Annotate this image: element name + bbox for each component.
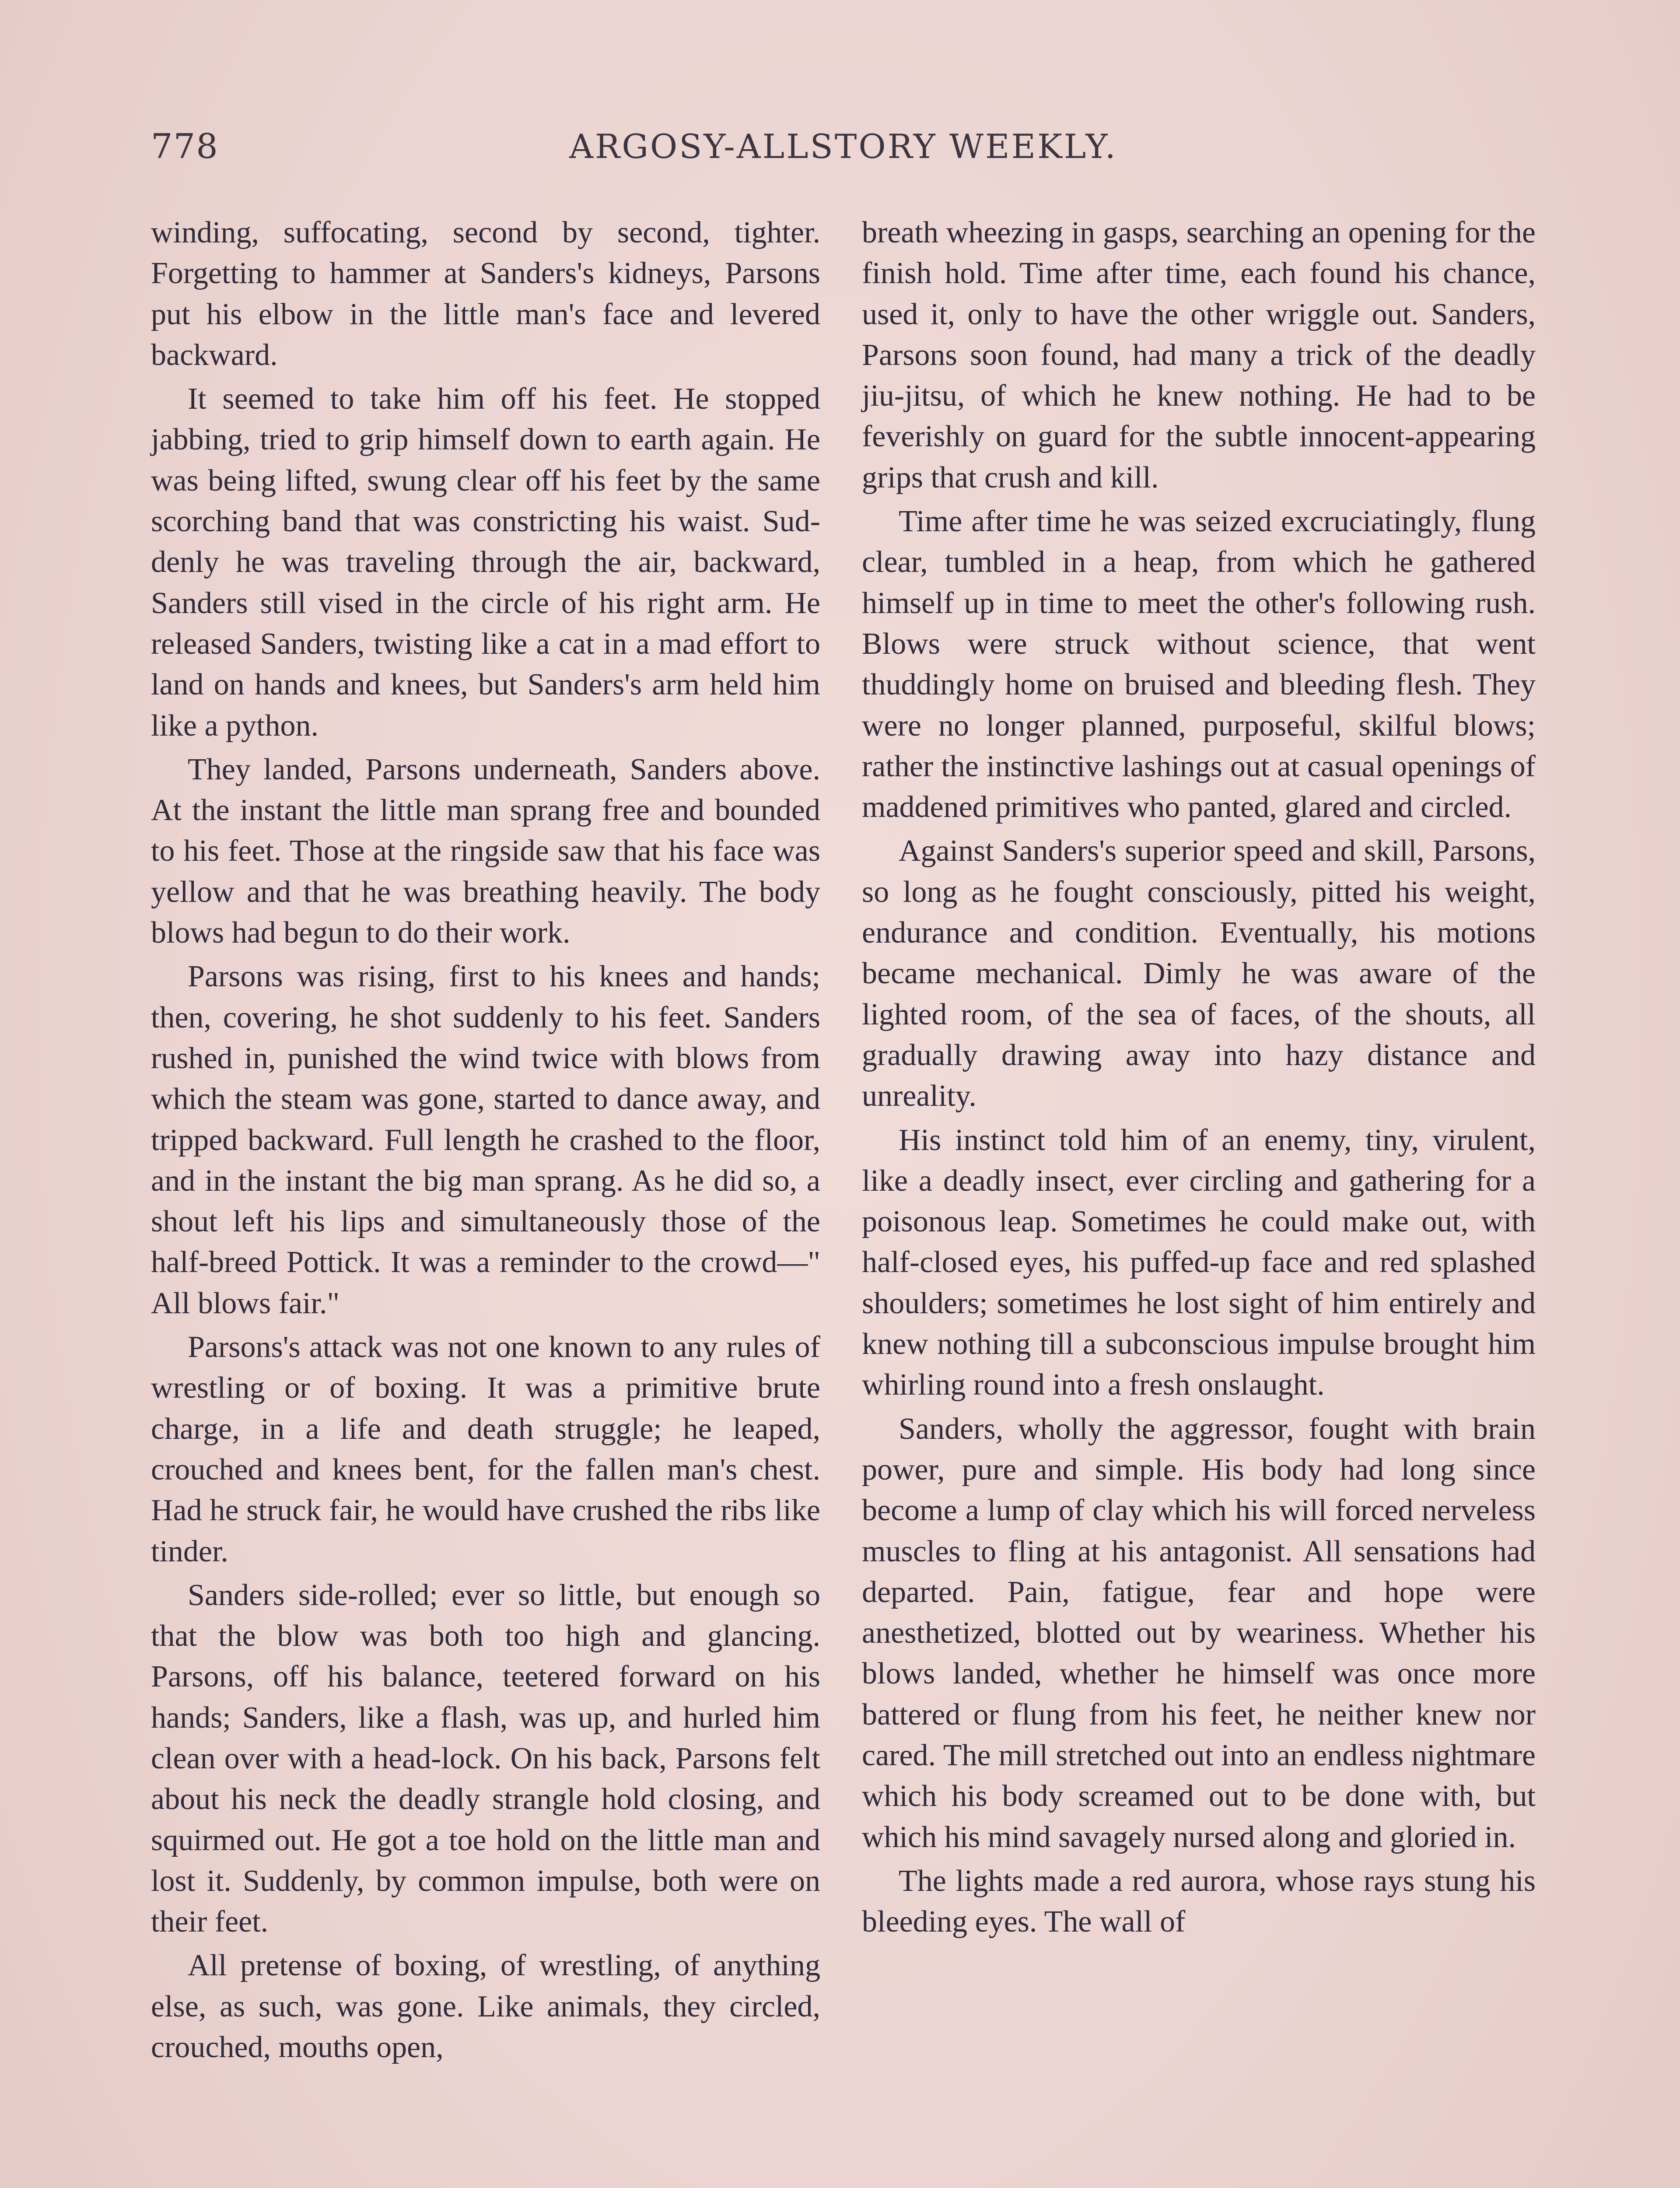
running-head — [151, 127, 1536, 175]
page-number: 778 — [151, 127, 219, 166]
paragraph: breath wheezing in gasps, searching an opening for the finish hold. Time after time, each found his chance, used it, only to have the other wriggle out. Sanders, Parsons soon found, had many a trick of the deadly jiu-jitsu, of which he knew nothing. He had to be feverishly on guard for the subtle innocent-appearing grips that crush and kill. — [862, 216, 1536, 494]
paragraph: Sanders side-rolled; ever so little, but enough so that the blow was both too high and glancing. Parsons, off his balance, teetered forward on his hands; Sanders, like a flash, was up, and hurled him clean over with a head-lock. On his back, Parsons felt about his neck the deadly strangle hold closing, and squirmed out. He got a toe hold on the little man and lost it. Suddenly, by common impulse, both were on their feet. — [151, 1578, 820, 1939]
paragraph: Sanders, wholly the aggressor, fought with brain power, pure and simple. His body had long since become a lump of clay which his will forced nerveless muscles to fling at his antagonist. All sensations had departed. Pain, fatigue, fear and hope were anesthetized, blotted out by weariness. Whether his blows landed, whether he himself was once more battered or flung from his feet, he neither knew nor cared. The mill stretched out into an endless nightmare which his body screamed out to be done with, but which his mind savagely nursed along and gloried in. — [862, 1412, 1536, 1854]
paragraph: Parsons was rising, first to his knees and hands; then, covering, he shot suddenly to his feet. Sanders rushed in, punished the wind twice with blows from which the steam was gone, started to dance away, and tripped backward. Full length he crashed to the floor, and in the instant the big man sprang. As he did so, a shout left his lips and simultaneously those of the half-breed Pottick. It was a reminder to the crowd—" All blows fair." — [151, 960, 820, 1320]
paragraph: Parsons's attack was not one known to any rules of wrestling or of boxing. It was a primitive brute charge, in a life and death struggle; he leaped, crouched and knees bent, for the fallen man's chest. Had he struck fair, he would have crushed the ribs like tinder. — [151, 1330, 820, 1568]
paragraph: They landed, Parsons underneath, Sanders above. At the instant the little man sprang free and bounded to his feet. Those at the ringside saw that his face was yellow and that he was breathing heavily. The body blows had begun to do their work. — [151, 752, 820, 950]
paragraph: Against Sanders's superior speed and skill, Parsons, so long as he fought consciously, pitted his weight, endurance and condition. Eventually, his motions became mechanical. Dimly he was aware of the lighted room, of the sea of faces, of the shouts, all gradually drawing away into hazy distance and unreality. — [862, 834, 1536, 1113]
left-column — [151, 212, 820, 2071]
paragraph: His instinct told him of an enemy, tiny, virulent, like a deadly insect, ever circling and gathering for a poisonous leap. Sometimes he could make out, with half-closed eyes, his puffed-up face and red splashed shoulders; sometimes he lost sight of him entirely and knew nothing till a subconscious impulse brought him whirling round into a fresh onslaught. — [862, 1123, 1536, 1402]
paragraph: The lights made a red aurora, whose rays stung his bleeding eyes. The wall of — [862, 1864, 1536, 1939]
magazine-title: ARGOSY-ALLSTORY WEEKLY. — [569, 127, 1117, 166]
paragraph: It seemed to take him off his feet. He stopped jabbing, tried to grip himself down to earth again. He was being lifted, swung clear off his feet by the same scorching band that was constricting his waist. Suddenly he was traveling through the air, backward, Sanders still vised in the circle of his right arm. He released Sanders, twisting like a cat in a mad effort to land on hands and knees, but Sanders's arm held him like a python. — [151, 382, 820, 743]
paragraph: winding, suffocating, second by second, tighter. Forgetting to hammer at Sanders's kidneys, Parsons put his elbow in the little man's face and levered backward. — [151, 216, 820, 372]
paragraph: All pretense of boxing, of wrestling, of anything else, as such, was gone. Like animals, they circled, crouched, mouths open, — [151, 1949, 820, 2065]
paragraph: Time after time he was seized excruciatingly, flung clear, tumbled in a heap, from which he gathered himself up in time to meet the other's following rush. Blows were struck without science, that went thuddingly home on bruised and bleeding flesh. They were no longer planned, purposeful, skilful blows; rather the instinctive lashings out at casual openings of maddened primitives who panted, glared and circled. — [862, 505, 1536, 824]
right-column — [862, 212, 1536, 1945]
